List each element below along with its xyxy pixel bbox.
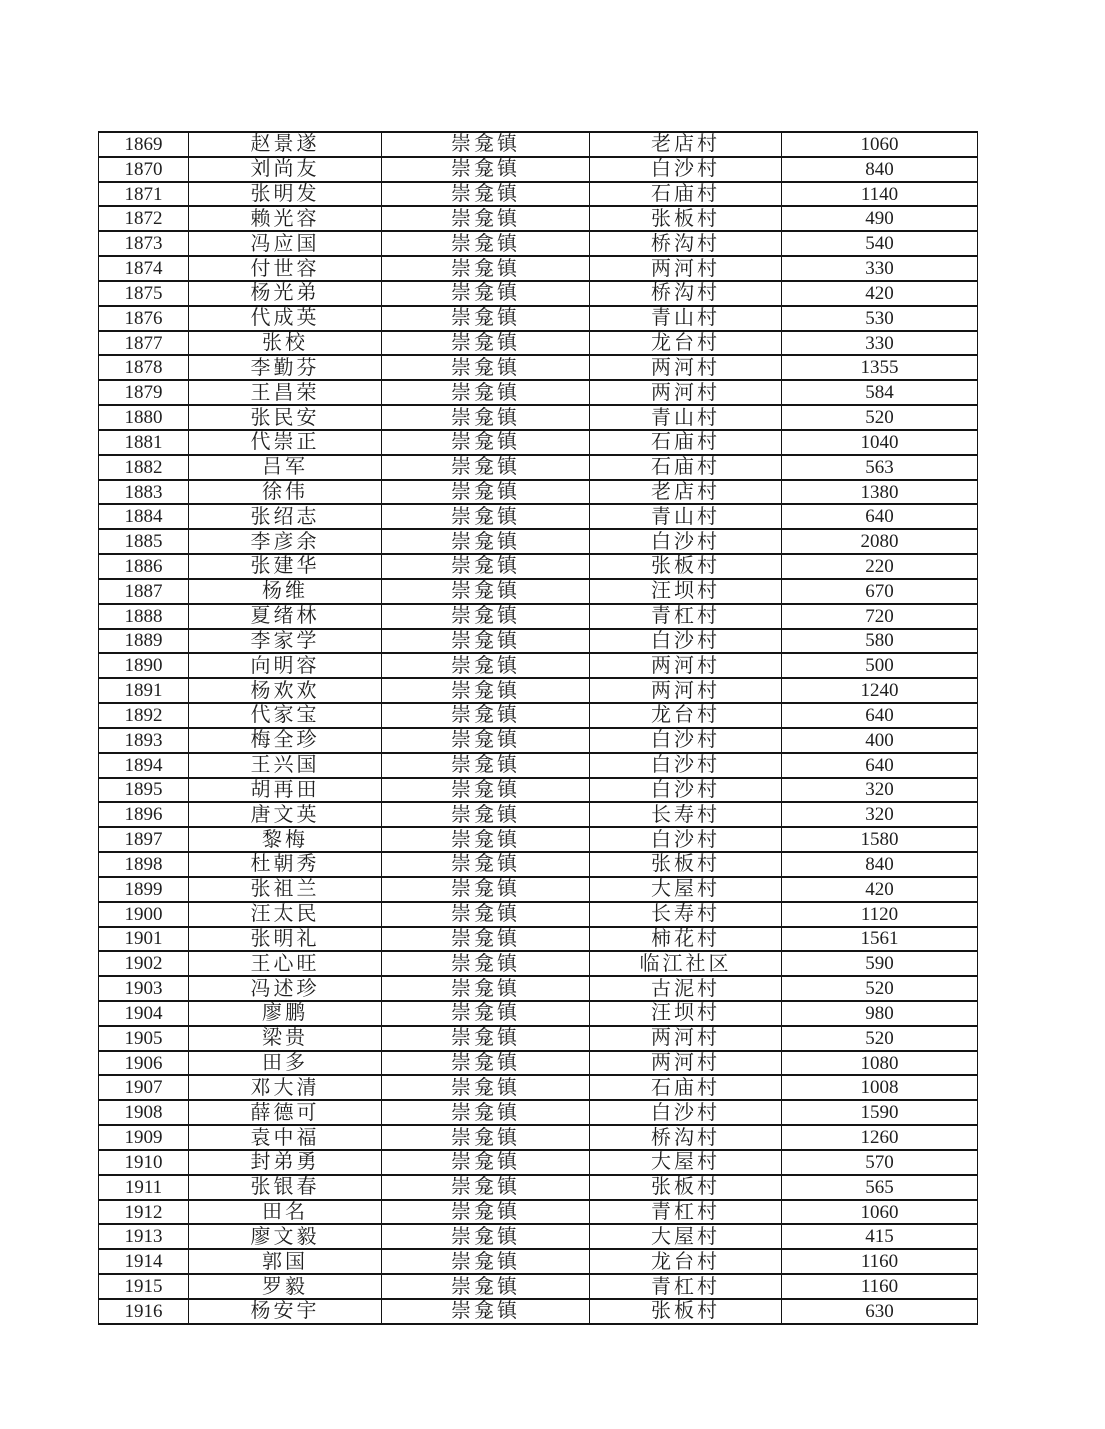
cell-amount: 1060 — [782, 132, 978, 157]
table-row — [99, 331, 978, 356]
cell-person-name: 张民安 — [189, 405, 382, 430]
cell-person-name: 汪太民 — [189, 902, 382, 927]
cell-serial-number: 1875 — [99, 281, 189, 306]
cell-person-name: 夏绪林 — [189, 604, 382, 629]
cell-town-name: 崇龛镇 — [382, 1026, 590, 1051]
cell-town-name: 崇龛镇 — [382, 1075, 590, 1100]
cell-amount: 1380 — [782, 480, 978, 505]
cell-town-name: 崇龛镇 — [382, 728, 590, 753]
cell-village-name: 桥沟村 — [590, 1125, 782, 1150]
cell-town-name: 崇龛镇 — [382, 902, 590, 927]
cell-person-name: 梁贵 — [189, 1026, 382, 1051]
table-row — [99, 877, 978, 902]
table-row — [99, 1224, 978, 1249]
cell-village-name: 两河村 — [590, 1051, 782, 1076]
cell-serial-number: 1914 — [99, 1249, 189, 1274]
cell-serial-number: 1876 — [99, 306, 189, 331]
cell-serial-number: 1873 — [99, 231, 189, 256]
cell-amount: 1355 — [782, 355, 978, 380]
cell-village-name: 两河村 — [590, 380, 782, 405]
cell-town-name: 崇龛镇 — [382, 629, 590, 654]
cell-person-name: 田多 — [189, 1051, 382, 1076]
cell-person-name: 代家宝 — [189, 703, 382, 728]
cell-serial-number: 1913 — [99, 1224, 189, 1249]
cell-person-name: 唐文英 — [189, 802, 382, 827]
cell-amount: 630 — [782, 1299, 978, 1324]
cell-amount: 563 — [782, 455, 978, 480]
table-row — [99, 1026, 978, 1051]
cell-serial-number: 1890 — [99, 653, 189, 678]
cell-serial-number: 1906 — [99, 1051, 189, 1076]
table-row — [99, 1274, 978, 1299]
cell-village-name: 白沙村 — [590, 157, 782, 182]
cell-amount: 840 — [782, 852, 978, 877]
cell-serial-number: 1892 — [99, 703, 189, 728]
cell-person-name: 邓大清 — [189, 1075, 382, 1100]
cell-person-name: 张银春 — [189, 1175, 382, 1200]
cell-town-name: 崇龛镇 — [382, 852, 590, 877]
cell-village-name: 白沙村 — [590, 728, 782, 753]
cell-village-name: 白沙村 — [590, 529, 782, 554]
cell-serial-number: 1909 — [99, 1125, 189, 1150]
cell-person-name: 罗毅 — [189, 1274, 382, 1299]
cell-town-name: 崇龛镇 — [382, 653, 590, 678]
cell-town-name: 崇龛镇 — [382, 877, 590, 902]
cell-village-name: 张板村 — [590, 1299, 782, 1324]
cell-amount: 500 — [782, 653, 978, 678]
cell-serial-number: 1915 — [99, 1274, 189, 1299]
table-row — [99, 827, 978, 852]
cell-person-name: 杨欢欢 — [189, 678, 382, 703]
cell-village-name: 长寿村 — [590, 802, 782, 827]
cell-town-name: 崇龛镇 — [382, 132, 590, 157]
table-row — [99, 1051, 978, 1076]
table-row — [99, 281, 978, 306]
cell-person-name: 薛德可 — [189, 1100, 382, 1125]
cell-amount: 1561 — [782, 927, 978, 952]
cell-town-name: 崇龛镇 — [382, 355, 590, 380]
table-row — [99, 927, 978, 952]
cell-village-name: 白沙村 — [590, 827, 782, 852]
cell-amount: 980 — [782, 1001, 978, 1026]
cell-amount: 520 — [782, 405, 978, 430]
cell-person-name: 李家学 — [189, 629, 382, 654]
table-row — [99, 1249, 978, 1274]
cell-village-name: 张板村 — [590, 554, 782, 579]
cell-person-name: 王昌荣 — [189, 380, 382, 405]
cell-serial-number: 1907 — [99, 1075, 189, 1100]
cell-village-name: 白沙村 — [590, 1100, 782, 1125]
cell-amount: 840 — [782, 157, 978, 182]
cell-town-name: 崇龛镇 — [382, 1001, 590, 1026]
cell-amount: 520 — [782, 1026, 978, 1051]
cell-town-name: 崇龛镇 — [382, 380, 590, 405]
cell-amount: 640 — [782, 504, 978, 529]
cell-serial-number: 1899 — [99, 877, 189, 902]
cell-person-name: 张绍志 — [189, 504, 382, 529]
cell-serial-number: 1897 — [99, 827, 189, 852]
cell-town-name: 崇龛镇 — [382, 778, 590, 803]
table-row — [99, 1200, 978, 1225]
cell-town-name: 崇龛镇 — [382, 480, 590, 505]
cell-amount: 330 — [782, 256, 978, 281]
table-row — [99, 306, 978, 331]
cell-serial-number: 1896 — [99, 802, 189, 827]
table-row — [99, 504, 978, 529]
table-row — [99, 604, 978, 629]
table-row — [99, 182, 978, 207]
cell-serial-number: 1878 — [99, 355, 189, 380]
table-row — [99, 653, 978, 678]
cell-village-name: 老店村 — [590, 132, 782, 157]
cell-person-name: 李勤芬 — [189, 355, 382, 380]
cell-amount: 1120 — [782, 902, 978, 927]
cell-village-name: 两河村 — [590, 1026, 782, 1051]
cell-amount: 580 — [782, 629, 978, 654]
cell-serial-number: 1870 — [99, 157, 189, 182]
cell-serial-number: 1886 — [99, 554, 189, 579]
cell-serial-number: 1912 — [99, 1200, 189, 1225]
cell-village-name: 两河村 — [590, 678, 782, 703]
cell-amount: 330 — [782, 331, 978, 356]
cell-amount: 540 — [782, 231, 978, 256]
cell-town-name: 崇龛镇 — [382, 231, 590, 256]
cell-town-name: 崇龛镇 — [382, 1200, 590, 1225]
cell-village-name: 大屋村 — [590, 1150, 782, 1175]
cell-amount: 415 — [782, 1224, 978, 1249]
cell-serial-number: 1903 — [99, 976, 189, 1001]
cell-village-name: 大屋村 — [590, 1224, 782, 1249]
cell-amount: 720 — [782, 604, 978, 629]
cell-amount: 670 — [782, 579, 978, 604]
cell-person-name: 王兴国 — [189, 753, 382, 778]
cell-town-name: 崇龛镇 — [382, 206, 590, 231]
table-row — [99, 778, 978, 803]
cell-town-name: 崇龛镇 — [382, 1249, 590, 1274]
cell-village-name: 桥沟村 — [590, 231, 782, 256]
cell-village-name: 古泥村 — [590, 976, 782, 1001]
cell-amount: 570 — [782, 1150, 978, 1175]
cell-amount: 420 — [782, 877, 978, 902]
cell-town-name: 崇龛镇 — [382, 579, 590, 604]
cell-village-name: 两河村 — [590, 256, 782, 281]
table-row — [99, 480, 978, 505]
cell-person-name: 张校 — [189, 331, 382, 356]
cell-village-name: 龙台村 — [590, 703, 782, 728]
cell-amount: 1260 — [782, 1125, 978, 1150]
cell-serial-number: 1887 — [99, 579, 189, 604]
cell-amount: 1580 — [782, 827, 978, 852]
cell-serial-number: 1885 — [99, 529, 189, 554]
cell-town-name: 崇龛镇 — [382, 331, 590, 356]
cell-person-name: 封弟勇 — [189, 1150, 382, 1175]
cell-village-name: 青山村 — [590, 306, 782, 331]
cell-town-name: 崇龛镇 — [382, 455, 590, 480]
table-row — [99, 1001, 978, 1026]
table-row — [99, 753, 978, 778]
table-row — [99, 579, 978, 604]
cell-serial-number: 1900 — [99, 902, 189, 927]
cell-amount: 2080 — [782, 529, 978, 554]
cell-village-name: 汪坝村 — [590, 579, 782, 604]
cell-town-name: 崇龛镇 — [382, 927, 590, 952]
cell-person-name: 杜朝秀 — [189, 852, 382, 877]
cell-amount: 490 — [782, 206, 978, 231]
cell-serial-number: 1911 — [99, 1175, 189, 1200]
cell-serial-number: 1884 — [99, 504, 189, 529]
cell-person-name: 王心旺 — [189, 951, 382, 976]
cell-amount: 320 — [782, 778, 978, 803]
cell-amount: 320 — [782, 802, 978, 827]
cell-person-name: 郭国 — [189, 1249, 382, 1274]
table-row — [99, 430, 978, 455]
table-row — [99, 256, 978, 281]
table-row — [99, 529, 978, 554]
cell-person-name: 袁中福 — [189, 1125, 382, 1150]
cell-serial-number: 1891 — [99, 678, 189, 703]
cell-amount: 565 — [782, 1175, 978, 1200]
cell-town-name: 崇龛镇 — [382, 951, 590, 976]
cell-person-name: 代崇正 — [189, 430, 382, 455]
cell-town-name: 崇龛镇 — [382, 802, 590, 827]
cell-town-name: 崇龛镇 — [382, 1051, 590, 1076]
cell-village-name: 两河村 — [590, 653, 782, 678]
table-row — [99, 902, 978, 927]
cell-village-name: 青山村 — [590, 405, 782, 430]
table-row — [99, 1150, 978, 1175]
cell-village-name: 青杠村 — [590, 604, 782, 629]
cell-person-name: 梅全珍 — [189, 728, 382, 753]
cell-person-name: 付世容 — [189, 256, 382, 281]
table-row — [99, 1100, 978, 1125]
cell-village-name: 青山村 — [590, 504, 782, 529]
cell-person-name: 刘尚友 — [189, 157, 382, 182]
cell-amount: 640 — [782, 703, 978, 728]
table-row — [99, 1299, 978, 1324]
cell-town-name: 崇龛镇 — [382, 604, 590, 629]
table-row — [99, 728, 978, 753]
cell-serial-number: 1904 — [99, 1001, 189, 1026]
cell-serial-number: 1893 — [99, 728, 189, 753]
table-row — [99, 1125, 978, 1150]
cell-person-name: 胡再田 — [189, 778, 382, 803]
table-row — [99, 157, 978, 182]
cell-amount: 1240 — [782, 678, 978, 703]
cell-town-name: 崇龛镇 — [382, 1125, 590, 1150]
table-row — [99, 1075, 978, 1100]
cell-amount: 590 — [782, 951, 978, 976]
cell-village-name: 汪坝村 — [590, 1001, 782, 1026]
cell-amount: 1140 — [782, 182, 978, 207]
cell-town-name: 崇龛镇 — [382, 529, 590, 554]
cell-serial-number: 1872 — [99, 206, 189, 231]
cell-town-name: 崇龛镇 — [382, 182, 590, 207]
table-row — [99, 231, 978, 256]
cell-amount: 640 — [782, 753, 978, 778]
cell-serial-number: 1901 — [99, 927, 189, 952]
cell-town-name: 崇龛镇 — [382, 678, 590, 703]
table-row — [99, 206, 978, 231]
cell-serial-number: 1889 — [99, 629, 189, 654]
table-row — [99, 355, 978, 380]
cell-town-name: 崇龛镇 — [382, 1224, 590, 1249]
cell-person-name: 李彦余 — [189, 529, 382, 554]
cell-serial-number: 1883 — [99, 480, 189, 505]
cell-amount: 1160 — [782, 1249, 978, 1274]
subsidy-table — [98, 131, 978, 1325]
cell-town-name: 崇龛镇 — [382, 1299, 590, 1324]
table-row — [99, 802, 978, 827]
cell-village-name: 临江社区 — [590, 951, 782, 976]
cell-village-name: 龙台村 — [590, 331, 782, 356]
cell-serial-number: 1895 — [99, 778, 189, 803]
table-row — [99, 703, 978, 728]
cell-serial-number: 1874 — [99, 256, 189, 281]
cell-village-name: 柿花村 — [590, 927, 782, 952]
cell-village-name: 老店村 — [590, 480, 782, 505]
cell-person-name: 杨安宇 — [189, 1299, 382, 1324]
cell-town-name: 崇龛镇 — [382, 753, 590, 778]
cell-village-name: 桥沟村 — [590, 281, 782, 306]
cell-village-name: 白沙村 — [590, 778, 782, 803]
cell-town-name: 崇龛镇 — [382, 703, 590, 728]
cell-village-name: 龙台村 — [590, 1249, 782, 1274]
table-row — [99, 1175, 978, 1200]
cell-village-name: 白沙村 — [590, 753, 782, 778]
cell-person-name: 徐伟 — [189, 480, 382, 505]
table-row — [99, 976, 978, 1001]
subsidy-table-body — [99, 132, 978, 1324]
cell-person-name: 廖鹏 — [189, 1001, 382, 1026]
cell-amount: 1008 — [782, 1075, 978, 1100]
cell-person-name: 杨光弟 — [189, 281, 382, 306]
cell-town-name: 崇龛镇 — [382, 157, 590, 182]
cell-town-name: 崇龛镇 — [382, 256, 590, 281]
cell-town-name: 崇龛镇 — [382, 504, 590, 529]
cell-village-name: 石庙村 — [590, 182, 782, 207]
cell-amount: 1590 — [782, 1100, 978, 1125]
cell-town-name: 崇龛镇 — [382, 827, 590, 852]
cell-serial-number: 1916 — [99, 1299, 189, 1324]
cell-town-name: 崇龛镇 — [382, 430, 590, 455]
cell-amount: 520 — [782, 976, 978, 1001]
cell-amount: 220 — [782, 554, 978, 579]
cell-village-name: 张板村 — [590, 1175, 782, 1200]
cell-serial-number: 1902 — [99, 951, 189, 976]
cell-town-name: 崇龛镇 — [382, 554, 590, 579]
cell-person-name: 赵景遂 — [189, 132, 382, 157]
cell-village-name: 白沙村 — [590, 629, 782, 654]
cell-village-name: 石庙村 — [590, 430, 782, 455]
cell-serial-number: 1910 — [99, 1150, 189, 1175]
table-row — [99, 678, 978, 703]
cell-person-name: 代成英 — [189, 306, 382, 331]
table-row — [99, 132, 978, 157]
cell-village-name: 张板村 — [590, 852, 782, 877]
cell-town-name: 崇龛镇 — [382, 976, 590, 1001]
cell-serial-number: 1881 — [99, 430, 189, 455]
cell-person-name: 冯述珍 — [189, 976, 382, 1001]
cell-serial-number: 1905 — [99, 1026, 189, 1051]
table-row — [99, 852, 978, 877]
table-row — [99, 455, 978, 480]
cell-person-name: 杨维 — [189, 579, 382, 604]
cell-village-name: 大屋村 — [590, 877, 782, 902]
cell-serial-number: 1869 — [99, 132, 189, 157]
cell-person-name: 张明礼 — [189, 927, 382, 952]
cell-serial-number: 1880 — [99, 405, 189, 430]
cell-person-name: 廖文毅 — [189, 1224, 382, 1249]
cell-person-name: 田名 — [189, 1200, 382, 1225]
cell-village-name: 张板村 — [590, 206, 782, 231]
cell-village-name: 青杠村 — [590, 1274, 782, 1299]
cell-amount: 1160 — [782, 1274, 978, 1299]
table-row — [99, 629, 978, 654]
cell-village-name: 石庙村 — [590, 1075, 782, 1100]
cell-person-name: 张祖兰 — [189, 877, 382, 902]
cell-person-name: 向明容 — [189, 653, 382, 678]
cell-town-name: 崇龛镇 — [382, 1100, 590, 1125]
cell-serial-number: 1877 — [99, 331, 189, 356]
cell-person-name: 吕军 — [189, 455, 382, 480]
cell-amount: 420 — [782, 281, 978, 306]
cell-person-name: 冯应国 — [189, 231, 382, 256]
cell-amount: 1040 — [782, 430, 978, 455]
cell-person-name: 张明发 — [189, 182, 382, 207]
cell-town-name: 崇龛镇 — [382, 281, 590, 306]
cell-town-name: 崇龛镇 — [382, 306, 590, 331]
table-row — [99, 405, 978, 430]
cell-person-name: 赖光容 — [189, 206, 382, 231]
cell-village-name: 石庙村 — [590, 455, 782, 480]
cell-serial-number: 1894 — [99, 753, 189, 778]
cell-village-name: 长寿村 — [590, 902, 782, 927]
cell-town-name: 崇龛镇 — [382, 1175, 590, 1200]
cell-person-name: 张建华 — [189, 554, 382, 579]
cell-amount: 400 — [782, 728, 978, 753]
cell-amount: 1080 — [782, 1051, 978, 1076]
cell-town-name: 崇龛镇 — [382, 1274, 590, 1299]
cell-serial-number: 1888 — [99, 604, 189, 629]
table-row — [99, 951, 978, 976]
cell-amount: 530 — [782, 306, 978, 331]
cell-serial-number: 1908 — [99, 1100, 189, 1125]
cell-amount: 1060 — [782, 1200, 978, 1225]
cell-person-name: 黎梅 — [189, 827, 382, 852]
table-row — [99, 380, 978, 405]
cell-serial-number: 1879 — [99, 380, 189, 405]
cell-serial-number: 1882 — [99, 455, 189, 480]
cell-town-name: 崇龛镇 — [382, 405, 590, 430]
cell-village-name: 青杠村 — [590, 1200, 782, 1225]
cell-serial-number: 1898 — [99, 852, 189, 877]
cell-town-name: 崇龛镇 — [382, 1150, 590, 1175]
cell-village-name: 两河村 — [590, 355, 782, 380]
cell-amount: 584 — [782, 380, 978, 405]
cell-serial-number: 1871 — [99, 182, 189, 207]
table-row — [99, 554, 978, 579]
